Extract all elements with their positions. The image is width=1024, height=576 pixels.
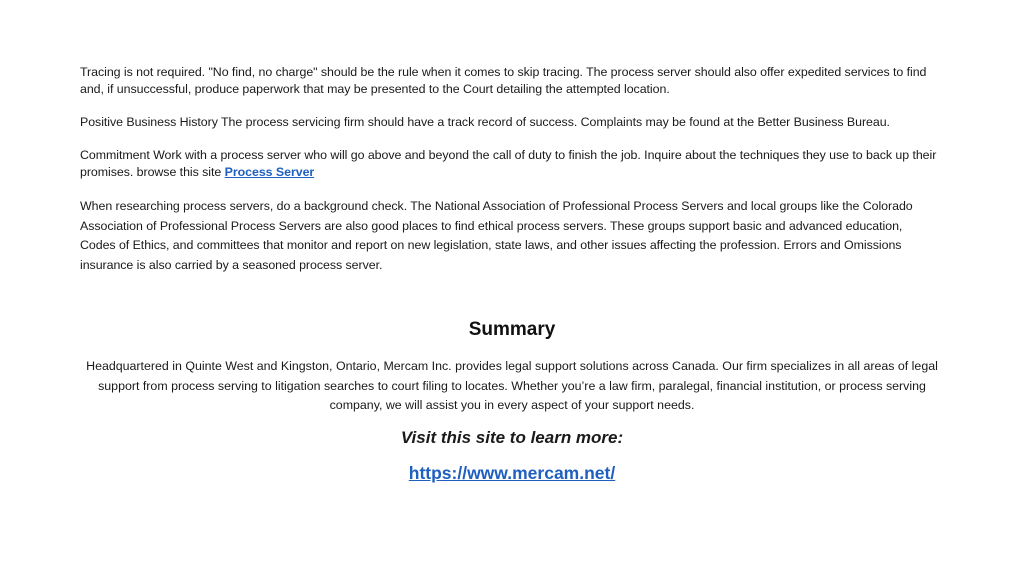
summary-body: Headquartered in Quinte West and Kingston, Ontario, Mercam Inc. provides legal support solutions across Canada. Our firm specializes in all areas of legal support from process serving to litigation searches to court filing to locates. Whether you’re a law firm, paralegal, financial institution, or process serving company, we will assist you in every aspect of your support needs. [86, 359, 938, 412]
paragraph-commitment [80, 147, 940, 181]
process-server-link[interactable]: Process Server [224, 165, 315, 179]
url-line [0, 463, 1024, 484]
mercam-url-link[interactable]: https://www.mercam.net/ [408, 463, 616, 483]
paragraph-background-check: When researching process servers, do a background check. The National Association of Professional Process Servers and local groups like the Colorado Association of Professional Process Servers are also good places to find ethical process servers. These groups support basic and advanced education, Codes of Ethics, and committees that monitor and report on new legislation, state laws, and other issues affecting the profession. Errors and Omissions insurance is also carried by a seasoned process server. [80, 199, 913, 272]
summary-heading: Summary [468, 319, 556, 340]
visit-site-text: Visit this site to learn more: [400, 428, 624, 447]
article-body [80, 64, 940, 291]
paragraph-commitment-text: Commitment Work with a process server who will go above and beyond the call of duty to finish the job. Inquire about the techniques they use to back up their promises. browse this site [80, 148, 937, 179]
paragraph-business-history: Positive Business History The process servicing firm should have a track record of success. Complaints may be found at the Better Business Bureau. [80, 115, 890, 129]
paragraph-skip-tracing: Tracing is not required. "No find, no charge" should be the rule when it comes to skip tracing. The process server should also offer expedited services to find and, if unsuccessful, produce paperwork that may be presented to the Court detailing the attempted location. [80, 65, 927, 96]
